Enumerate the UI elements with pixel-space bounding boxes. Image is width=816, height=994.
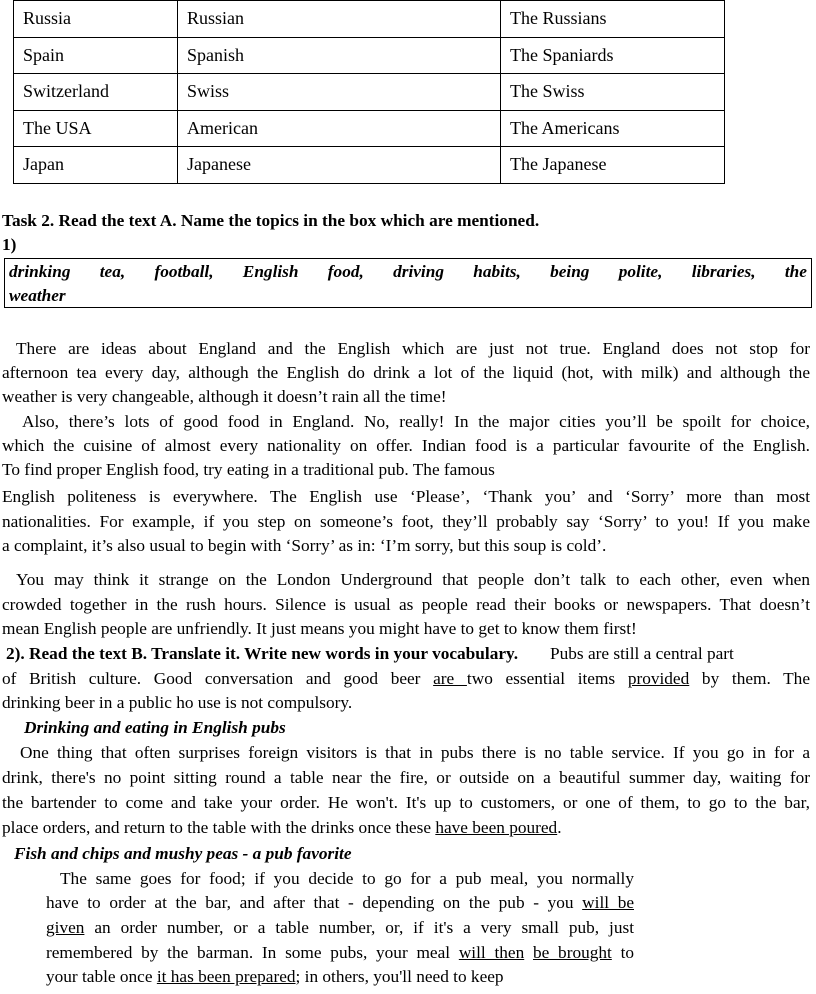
table-row (14, 74, 725, 111)
text-b-line: The same goes for food; if you decide to go for a pub meal, you normally (60, 869, 634, 888)
text-a-line: nationalities. For example, if you step on someone’s foot, they’ll probably say ‘Sorry’ to you! If you make (2, 512, 810, 531)
topic-item: being polite, (550, 262, 663, 281)
table-cell-people: The Russians (501, 1, 725, 38)
text-a-line: afternoon tea every day, although the English do drink a lot of the liquid (hot, with milk) and although the (2, 363, 810, 382)
text-a-line: a complaint, it’s also usual to begin with ‘Sorry’ as in: ‘I’m sorry, but this soup is cold’. (2, 536, 607, 555)
table-cell-adjective: Spanish (178, 37, 501, 74)
table-cell-adjective: Japanese (178, 147, 501, 184)
topic-item: football, (154, 262, 214, 281)
text-a-line: Also, there’s lots of good food in England. No, really! In the major cities you’ll be spoilt for choice, (22, 412, 810, 431)
text-a-line: To find proper English food, try eating in a traditional pub. The famous (2, 460, 495, 479)
text-b-intro: Pubs are still a central part (550, 644, 734, 663)
text-a-line: crowded together in the rush hours. Silence is usual as people read their books or newspapers. That doesn’t (2, 595, 810, 614)
table-cell-country: The USA (14, 110, 178, 147)
table-cell-adjective: Swiss (178, 74, 501, 111)
text-a-line: You may think it strange on the London Underground that people don’t talk to each other, even when (16, 570, 810, 589)
nationality-table (13, 0, 725, 184)
text-a-line: There are ideas about England and the English which are just not true. England does not stop for (16, 339, 810, 358)
table-cell-country: Switzerland (14, 74, 178, 111)
text-a-line: which the cuisine of almost every nationality on offer. Indian food is a particular favourite of the English. (2, 436, 810, 455)
table-row (14, 110, 725, 147)
subheading-fish-and-chips: Fish and chips and mushy peas - a pub favorite (14, 844, 352, 863)
text-b-line: given an order number, or a table number, or, if it's a very small pub, just (46, 918, 634, 937)
text-b-line: remembered by the barman. In some pubs, your meal will then be brought to (46, 943, 635, 962)
text-a-line: weather is very changeable, although it doesn’t rain all the time! (2, 387, 447, 406)
text-b-line: have to order at the bar, and after that - depending on the pub - you will be (46, 893, 634, 912)
text-a-line: mean English people are unfriendly. It just means you might have to get to know them first! (2, 619, 637, 638)
text-b-line: your table once it has been prepared; in others, you'll need to keep (46, 967, 504, 986)
table-cell-people: The Americans (501, 110, 725, 147)
text-b-line: of British culture. Good conversation and good beer are two essential items provided by them. The (2, 669, 810, 688)
topics-line-2: weather (9, 286, 66, 305)
table-cell-country: Japan (14, 147, 178, 184)
text-b-line: drinking beer in a public ho use is not compulsory. (2, 693, 353, 712)
table-cell-people: The Japanese (501, 147, 725, 184)
text-b-first-line (6, 642, 734, 666)
topics-box (4, 258, 812, 308)
text-b-line: place orders, and return to the table with the drinks once these have been poured. (2, 818, 562, 837)
table-cell-adjective: American (178, 110, 501, 147)
text-a-line: English politeness is everywhere. The English use ‘Please’, ‘Thank you’ and ‘Sorry’ more than most (2, 487, 810, 506)
topics-line-1 (9, 260, 807, 284)
table-cell-adjective: Russian (178, 1, 501, 38)
text-b-heading: 2). Read the text B. Translate it. Write new words in your vocabulary. (6, 644, 519, 663)
topic-item: drinking tea, (9, 262, 126, 281)
text-b-line: the bartender to come and take your order. He won't. It's up to customers, or one of them, to go to the bar, (2, 793, 810, 812)
text-b-line: drink, there's no point sitting round a table near the fire, or outside on a beautiful summer day, waiting for (2, 768, 810, 787)
table-cell-people: The Swiss (501, 74, 725, 111)
task2-heading: Task 2. Read the text A. Name the topics in the box which are mentioned. (2, 211, 540, 230)
topic-item: driving habits, (393, 262, 521, 281)
table-cell-country: Russia (14, 1, 178, 38)
table-row (14, 37, 725, 74)
topic-item: libraries, (691, 262, 756, 281)
topic-item: English food, (242, 262, 364, 281)
table-row (14, 1, 725, 38)
table-row (14, 147, 725, 184)
task2-number: 1) (2, 235, 17, 254)
subheading-drinking: Drinking and eating in English pubs (24, 718, 286, 737)
table-cell-people: The Spaniards (501, 37, 725, 74)
table-cell-country: Spain (14, 37, 178, 74)
text-b-line: One thing that often surprises foreign visitors is that in pubs there is no table service. If you go in for a (20, 743, 810, 762)
topic-item: the (784, 262, 807, 281)
